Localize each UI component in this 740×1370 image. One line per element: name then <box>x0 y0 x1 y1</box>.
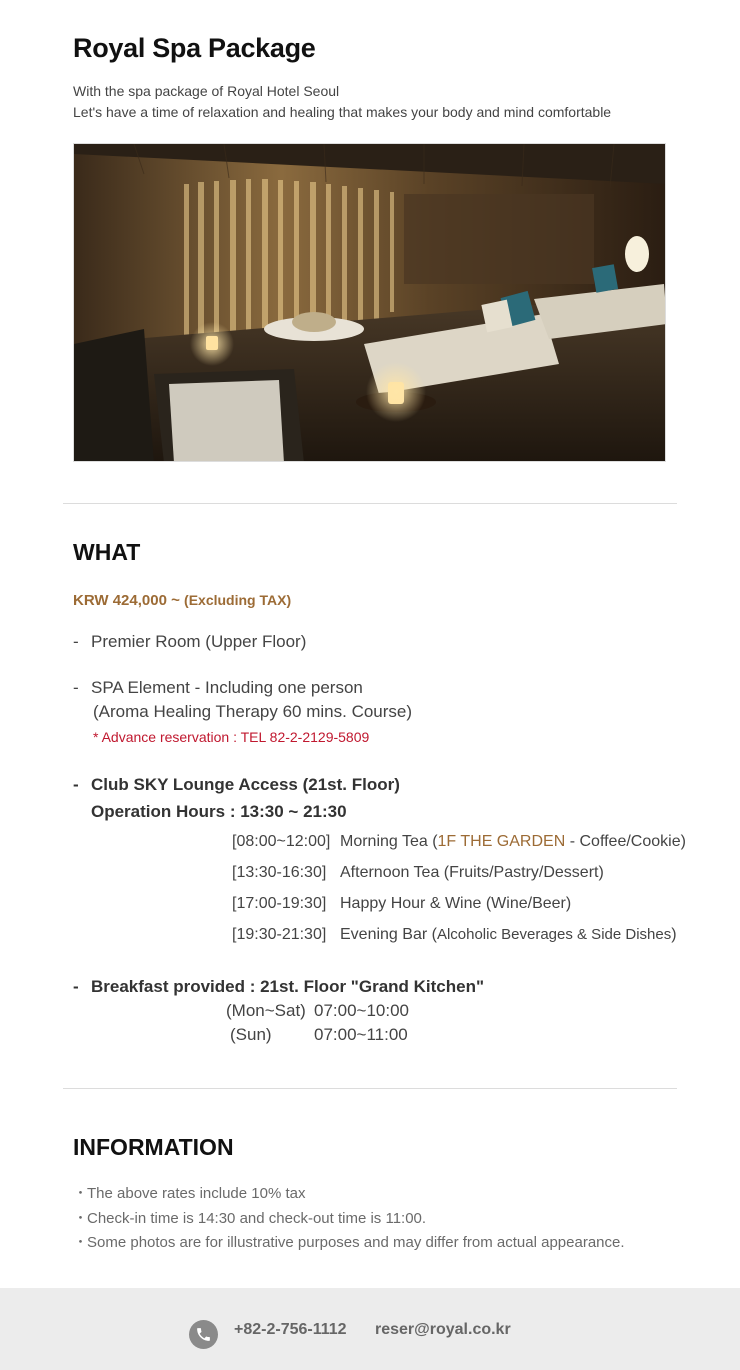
schedule-time: [17:00-19:30] <box>232 895 327 912</box>
breakfast-title: Breakfast provided : 21st. Floor "Grand Kitchen" <box>91 977 485 996</box>
phone-icon <box>189 1320 218 1349</box>
info-bullet: ・ <box>73 1210 89 1227</box>
schedule-desc: Morning Tea (1F THE GARDEN - Coffee/Cookie) <box>340 833 686 850</box>
info-bullet: ・ <box>73 1185 89 1202</box>
info-text: Some photos are for illustrative purposes and may differ from actual appearance. <box>87 1234 625 1251</box>
breakfast-days: (Sun) <box>230 1025 272 1044</box>
schedule-time: [08:00~12:00] <box>232 833 331 850</box>
lounge-title: Club SKY Lounge Access (21st. Floor) <box>91 775 400 794</box>
schedule-time: [13:30-16:30] <box>232 864 327 881</box>
page-title: Royal Spa Package <box>73 33 316 63</box>
info-text: The above rates include 10% tax <box>87 1185 306 1202</box>
intro-line-1: With the spa package of Royal Hotel Seoul <box>73 83 340 99</box>
info-item <box>73 1231 625 1252</box>
schedule-desc: Afternoon Tea (Fruits/Pastry/Dessert) <box>340 864 604 881</box>
breakfast-hours: 07:00~11:00 <box>314 1025 408 1044</box>
schedule-desc: Evening Bar (Alcoholic Beverages & Side Dishes) <box>340 926 677 943</box>
spa-course: (Aroma Healing Therapy 60 mins. Course) <box>93 702 413 721</box>
phone-link[interactable]: +82-2-756-1112 <box>234 1321 347 1338</box>
what-title: WHAT <box>73 539 141 565</box>
section-divider <box>63 503 677 504</box>
bullet-dash: - <box>73 977 79 996</box>
breakfast-days: (Mon~Sat) <box>226 1001 306 1020</box>
spa-text: SPA Element - Including one person <box>91 678 363 697</box>
schedule-time: [19:30-21:30] <box>232 926 327 943</box>
package-price <box>73 592 291 609</box>
breakfast-hours: 07:00~10:00 <box>314 1001 410 1020</box>
email-link[interactable]: reser@royal.co.kr <box>375 1321 511 1338</box>
bullet-dash: - <box>73 632 79 651</box>
reservation-note: * Advance reservation : TEL 82-2-2129-5809 <box>93 729 370 745</box>
section-divider <box>63 1088 677 1089</box>
intro-line-2: Let's have a time of relaxation and healing that makes your body and mind comfortable <box>73 104 612 120</box>
contact-footer <box>0 1288 740 1370</box>
lounge-hours: Operation Hours : 13:30 ~ 21:30 <box>91 802 347 821</box>
info-item <box>73 1182 305 1203</box>
info-bullet: ・ <box>73 1234 89 1251</box>
price-value: KRW 424,000 ~ <box>73 592 180 609</box>
info-text: Check-in time is 14:30 and check-out time is 11:00. <box>87 1210 427 1227</box>
bullet-dash: - <box>73 678 79 697</box>
bullet-dash: - <box>73 775 79 794</box>
garden-highlight: 1F THE GARDEN <box>437 833 566 850</box>
room-text: Premier Room (Upper Floor) <box>91 632 307 651</box>
spa-room-photo <box>73 143 666 462</box>
intro-text <box>73 81 611 123</box>
information-title: INFORMATION <box>73 1134 234 1160</box>
price-tax-note: (Excluding TAX) <box>184 592 292 608</box>
info-item <box>73 1207 426 1228</box>
schedule-desc: Happy Hour & Wine (Wine/Beer) <box>340 895 572 912</box>
